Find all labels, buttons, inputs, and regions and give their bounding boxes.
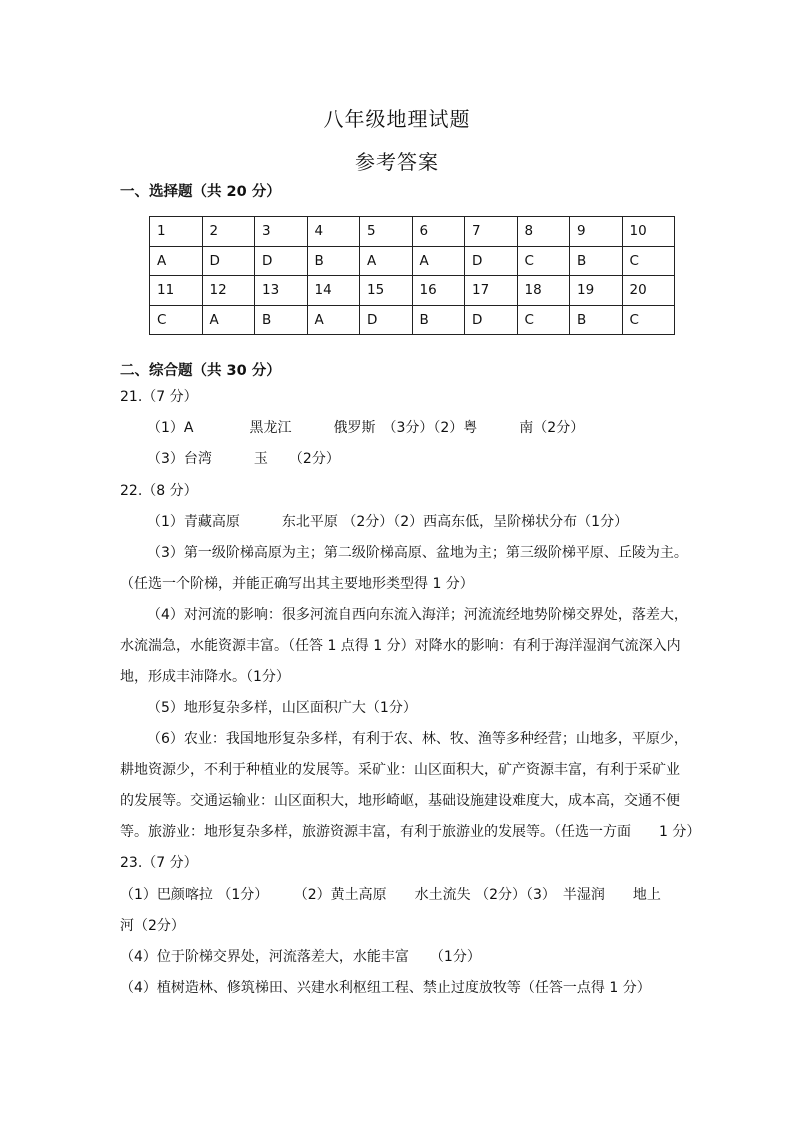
answer-table-cell: C [517,246,570,276]
answer-table-cell: B [412,305,465,335]
answer-table-cell: A [307,305,360,335]
answer-table-cell: B [307,246,360,276]
answer-table-cell: 12 [202,276,255,306]
page-subtitle: 参考答案 [355,150,439,174]
q22-line-6d: 等。旅游业：地形复杂多样，旅游资源丰富，有利于旅游业的发展等。（任选一方面 1 分） [120,824,701,840]
section-2-heading: 二、综合题（共 30 分） [120,363,281,379]
answer-table-cell: C [150,305,203,335]
answer-table-cell: 11 [150,276,203,306]
q21-line-2: （3）台湾 玉 （2分） [147,451,340,467]
answer-table-answer-row [150,246,675,276]
answer-table-cell: D [202,246,255,276]
answer-table-cell: 10 [622,217,675,247]
q22-line-4c: 地，形成丰沛降水。（1分） [120,669,290,685]
q22-line-3a: （3）第一级阶梯高原为主；第二级阶梯高原、盆地为主；第三级阶梯平原、丘陵为主。 [147,545,688,561]
q22-line-4b: 水流湍急，水能资源丰富。（任答 1 点得 1 分）对降水的影响：有利于海洋湿润气流深入内 [120,638,681,654]
q22-line-6b: 耕地资源少，不利于种植业的发展等。采矿业：山区面积大，矿产资源丰富，有利于采矿业 [120,762,680,778]
answer-table-cell: 9 [570,217,623,247]
q23-line-2: （4）位于阶梯交界处，河流落差大，水能丰富 （1分） [120,949,481,965]
answer-table-cell: B [570,305,623,335]
answer-table-cell: 14 [307,276,360,306]
answer-table-cell: D [465,305,518,335]
q23-line-3: （4）植树造林、修筑梯田、兴建水利枢纽工程、禁止过度放牧等（任答一点得 1 分） [120,980,651,996]
answer-table-cell: C [622,246,675,276]
answer-table-number-row [150,276,675,306]
answer-table-cell: 1 [150,217,203,247]
q21-line-1: （1）A 黑龙江 俄罗斯 （3分）（2）粤 南（2分） [147,420,585,436]
answer-table-cell: D [360,305,413,335]
answer-table-cell: 19 [570,276,623,306]
answer-table-cell: B [570,246,623,276]
answer-table [149,216,675,335]
answer-table-cell: 18 [517,276,570,306]
answer-table-cell: D [255,246,308,276]
answer-table-cell: 20 [622,276,675,306]
q23-heading: 23.（7 分） [120,855,198,871]
q21-heading: 21.（7 分） [120,389,198,405]
q23-line-1a: （1）巴颜喀拉 （1分） （2）黄土高原 水土流失 （2分）（3） 半湿润 地上 [120,887,661,903]
answer-table-cell: 5 [360,217,413,247]
q22-line-4a: （4）对河流的影响：很多河流自西向东流入海洋；河流流经地势阶梯交界处，落差大， [147,607,688,623]
answer-table-cell: A [360,246,413,276]
answer-table-cell: 7 [465,217,518,247]
answer-table-cell: D [465,246,518,276]
answer-table-cell: 6 [412,217,465,247]
q22-line-6c: 的发展等。交通运输业：山区面积大，地形崎岖，基础设施建设难度大，成本高，交通不便 [120,793,680,809]
answer-table-answer-row [150,305,675,335]
answer-table-cell: 16 [412,276,465,306]
answer-table-cell: C [517,305,570,335]
q22-line-5: （5）地形复杂多样，山区面积广大（1分） [147,700,417,716]
q23-line-1b: 河（2分） [120,918,185,934]
answer-table-cell: 4 [307,217,360,247]
q22-line-1: （1）青藏高原 东北平原 （2分）（2）西高东低，呈阶梯状分布（1分） [147,514,629,530]
answer-table-cell: 8 [517,217,570,247]
answer-table-cell: C [622,305,675,335]
answer-table-cell: A [412,246,465,276]
answer-table-cell: B [255,305,308,335]
q22-line-6a: （6）农业：我国地形复杂多样，有利于农、林、牧、渔等多种经营；山地多，平原少， [147,731,688,747]
answer-table-cell: 2 [202,217,255,247]
q22-heading: 22.（8 分） [120,483,198,499]
page-title: 八年级地理试题 [323,107,471,131]
answer-table-cell: 13 [255,276,308,306]
answer-table-cell: A [202,305,255,335]
answer-table-number-row [150,217,675,247]
answer-table-cell: 15 [360,276,413,306]
answer-table-cell: A [150,246,203,276]
q22-line-3b: （任选一个阶梯，并能正确写出其主要地形类型得 1 分） [120,576,474,592]
answer-table-cell: 3 [255,217,308,247]
answer-table-cell: 17 [465,276,518,306]
section-1-heading: 一、选择题（共 20 分） [120,184,281,200]
